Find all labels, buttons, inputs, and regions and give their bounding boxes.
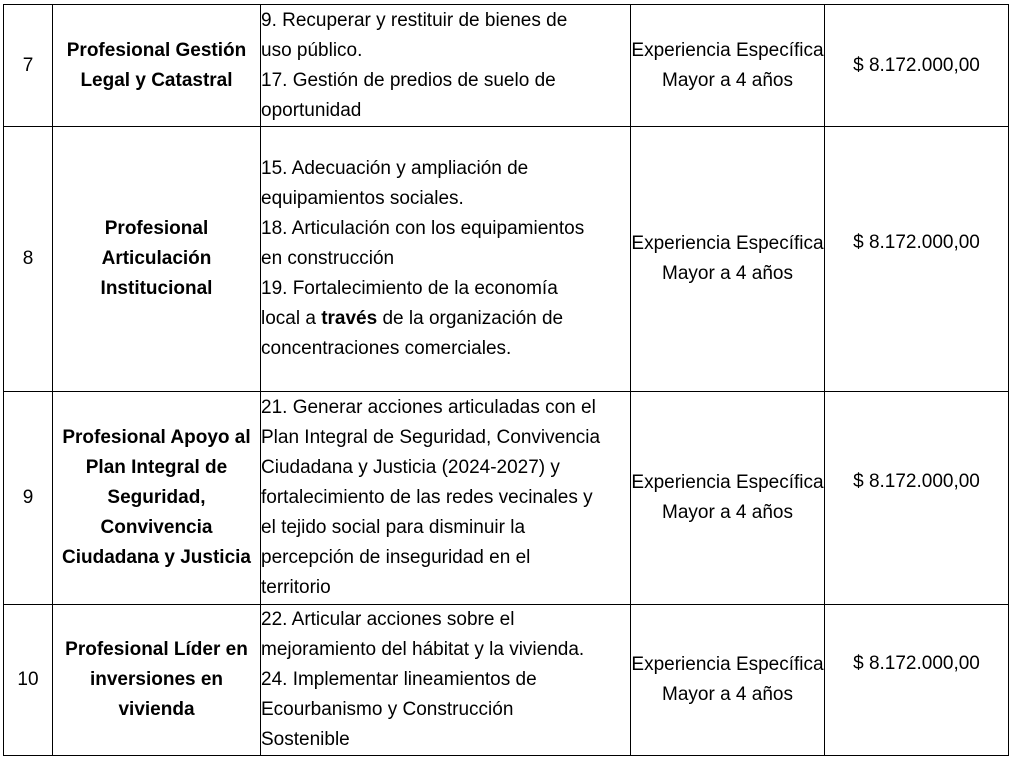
activity-line: 24. Implementar lineamientos de: [261, 669, 537, 690]
activities-cell: [261, 127, 631, 392]
activity-line: local a través de la organización de: [261, 308, 564, 329]
activity-line: 19. Fortalecimiento de la economía: [261, 278, 558, 299]
table-row: [4, 392, 1009, 605]
role-title: Profesional Apoyo al Plan Integral de Seguridad, Convivencia Ciudadana y Justicia: [53, 392, 261, 605]
activities-cell: [261, 392, 631, 605]
activity-line: percepción de inseguridad en el: [261, 547, 531, 568]
activity-line: uso público.: [261, 39, 363, 61]
salary-amount: $ 8.172.000,00: [853, 54, 980, 76]
salary-cell: [825, 605, 1009, 756]
activity-line: 18. Articulación con los equipamientos: [261, 218, 585, 239]
salary-cell: [825, 392, 1009, 605]
role-title: Profesional Gestión Legal y Catastral: [53, 5, 261, 127]
table-row: [4, 127, 1009, 392]
activity-line: concentraciones comerciales.: [261, 338, 512, 359]
activity-line: Ciudadana y Justicia (2024-2027) y: [261, 457, 560, 478]
activity-line: territorio: [261, 577, 331, 598]
activity-line: fortalecimiento de las redes vecinales y: [261, 487, 593, 508]
activities-cell: [261, 5, 631, 127]
role-title: Profesional Articulación Institucional: [53, 127, 261, 392]
activity-line: mejoramiento del hábitat y la vivienda.: [261, 639, 585, 660]
salary-amount: $ 8.172.000,00: [853, 471, 980, 492]
table-row: [4, 5, 1009, 127]
experience-requirement: Experiencia Específica Mayor a 4 años: [631, 5, 825, 127]
row-number: 9: [4, 392, 53, 605]
activity-line: 17. Gestión de predios de suelo de: [261, 69, 556, 91]
experience-requirement: Experiencia Específica Mayor a 4 años: [631, 127, 825, 392]
activity-line: Plan Integral de Seguridad, Convivencia: [261, 427, 601, 448]
activities-cell: [261, 605, 631, 756]
emphasized-word: través: [321, 308, 378, 329]
activity-line: 15. Adecuación y ampliación de: [261, 158, 529, 179]
row-number: 7: [4, 5, 53, 127]
experience-requirement: Experiencia Específica Mayor a 4 años: [631, 605, 825, 756]
activity-line: Sostenible: [261, 729, 350, 750]
salary-amount: $ 8.172.000,00: [853, 232, 980, 253]
salary-amount: $ 8.172.000,00: [853, 653, 980, 674]
activity-line: 9. Recuperar y restituir de bienes de: [261, 9, 568, 31]
activity-line: Ecourbanismo y Construcción: [261, 699, 514, 720]
row-number: 8: [4, 127, 53, 392]
experience-requirement: Experiencia Específica Mayor a 4 años: [631, 392, 825, 605]
activity-line: en construcción: [261, 248, 395, 269]
activity-line: 22. Articular acciones sobre el: [261, 609, 515, 630]
activity-line: el tejido social para disminuir la: [261, 517, 526, 538]
salary-cell: [825, 5, 1009, 127]
table-row: [4, 605, 1009, 756]
activity-line: 21. Generar acciones articuladas con el: [261, 397, 596, 418]
activity-line: oportunidad: [261, 99, 362, 121]
row-number: 10: [4, 605, 53, 756]
activity-line: equipamientos sociales.: [261, 188, 464, 209]
roles-table: [3, 4, 1009, 756]
role-title: Profesional Líder en inversiones en vivienda: [53, 605, 261, 756]
salary-cell: [825, 127, 1009, 392]
